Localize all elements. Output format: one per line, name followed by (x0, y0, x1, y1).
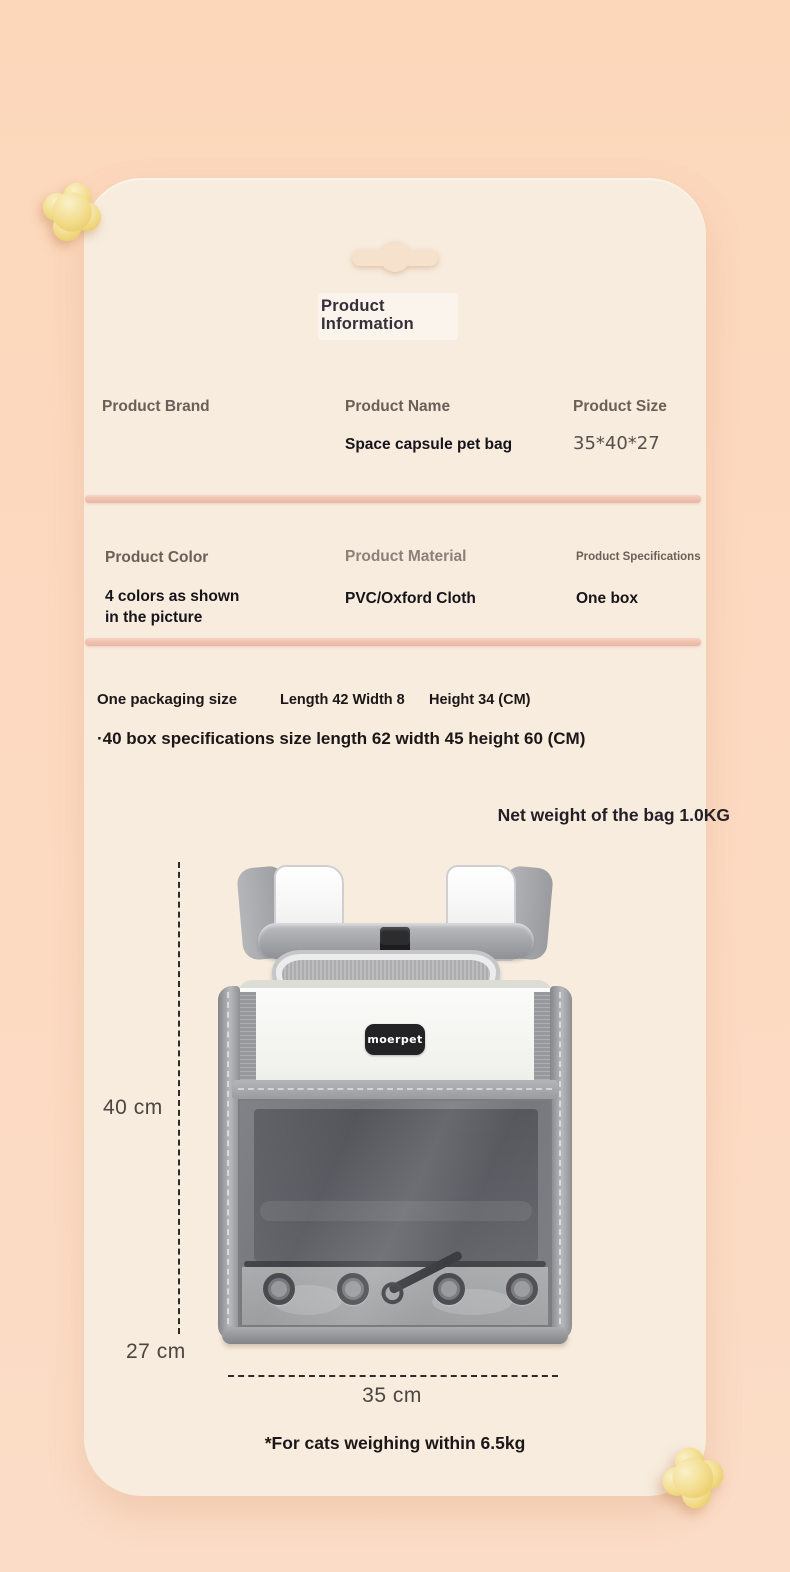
star-decoration-icon (38, 176, 106, 248)
label-product-size: Product Size (573, 398, 667, 415)
value-product-color: 4 colors as shown in the picture (105, 588, 240, 626)
divider-top (85, 495, 701, 503)
value-product-name: Space capsule pet bag (345, 436, 513, 453)
horizontal-zipper-stitch (238, 1088, 552, 1090)
label-product-material: Product Material (345, 548, 467, 565)
left-zipper-trim (218, 986, 240, 1340)
vent-grommet-1 (263, 1273, 295, 1305)
packaging-size-label: One packaging size (97, 691, 238, 708)
depth-dimension-label: 27 cm (126, 1340, 186, 1363)
star-decoration-icon (658, 1440, 728, 1516)
page-title-line2: Information (321, 315, 414, 333)
packaging-height: Height 34 (CM) (429, 692, 531, 708)
width-dimension-label: 35 cm (362, 1384, 422, 1407)
box-specification-line: ·40 box specifications size length 62 width 45 height 60 (CM) (97, 729, 586, 748)
page-title (321, 297, 414, 333)
divider-bottom (85, 638, 701, 646)
label-product-specifications: Product Specifications (576, 551, 701, 563)
brand-logo-text: moerpet (367, 1033, 423, 1046)
bag-body (218, 980, 572, 1342)
vent-grommet-3 (433, 1273, 465, 1305)
horizontal-zipper-band (232, 1080, 558, 1099)
page-title-line1: Product (321, 297, 385, 315)
brand-logo-badge (365, 1024, 425, 1055)
net-weight-text: Net weight of the bag 1.0KG (497, 805, 730, 825)
mat-reflection (260, 1201, 532, 1221)
value-product-material: PVC/Oxford Cloth (345, 590, 476, 607)
vent-grommet-4 (506, 1273, 538, 1305)
weight-limit-footnote: *For cats weighing within 6.5kg (264, 1433, 526, 1453)
value-product-size: 35*40*27 (573, 433, 660, 454)
packaging-length-width: Length 42 Width 8 (280, 692, 405, 708)
height-dimension-line (178, 862, 180, 1334)
label-product-color: Product Color (105, 549, 209, 566)
right-zipper-stitch (559, 992, 561, 1334)
transparent-front-window (238, 1099, 552, 1327)
interior-dark-mat (254, 1109, 538, 1261)
label-product-name: Product Name (345, 398, 451, 415)
vent-grommet-2 (337, 1273, 369, 1305)
left-zipper-stitch (227, 992, 229, 1334)
hang-tab-decoration (352, 242, 438, 266)
right-zipper-trim (550, 986, 572, 1340)
label-product-brand: Product Brand (102, 398, 210, 415)
hang-tab-bar (352, 250, 438, 266)
width-dimension-line (228, 1375, 558, 1377)
pet-bag-illustration (200, 855, 590, 1355)
height-dimension-label: 40 cm (103, 1096, 163, 1119)
bottom-trim (222, 1327, 568, 1344)
value-product-specifications: One box (576, 590, 639, 607)
